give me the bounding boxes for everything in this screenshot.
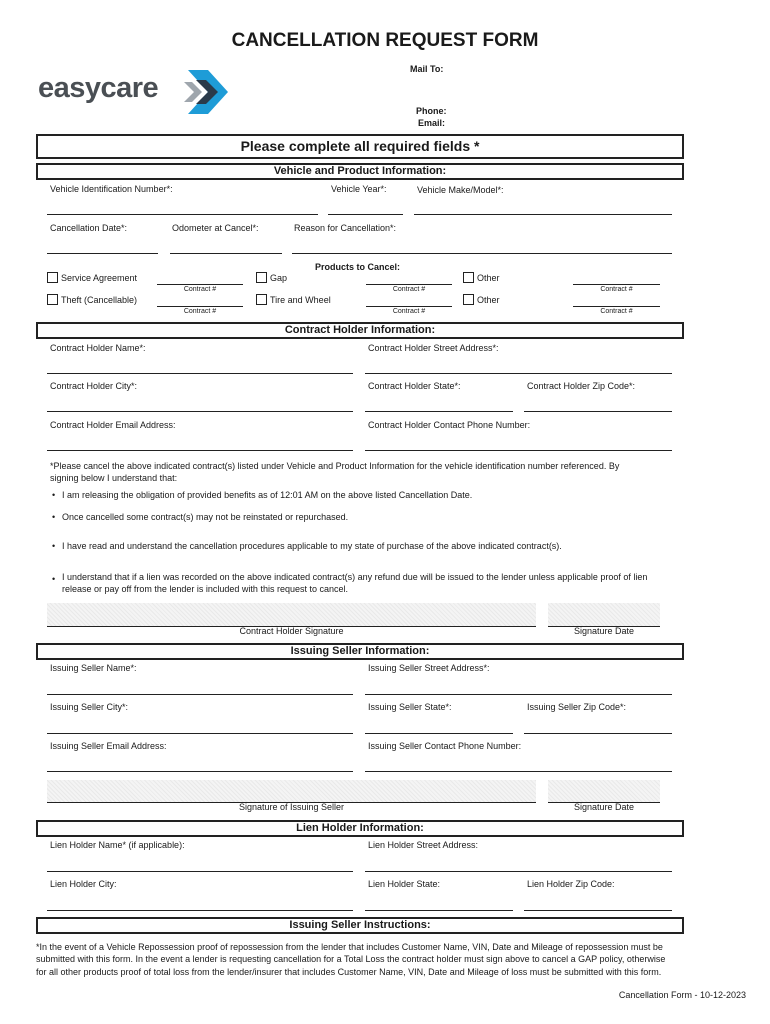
gap-label: Gap bbox=[270, 273, 288, 283]
odometer-field[interactable] bbox=[170, 253, 282, 254]
phone-label: Phone: bbox=[416, 106, 447, 116]
holder-phone-field[interactable] bbox=[365, 450, 672, 451]
holder-city-label: Contract Holder City*: bbox=[50, 381, 138, 391]
required-fields-banner bbox=[36, 134, 684, 159]
vehicle-year-label: Vehicle Year*: bbox=[331, 184, 387, 194]
mail-to-label: Mail To: bbox=[410, 64, 444, 74]
instructions-section-title: Issuing Seller Instructions: bbox=[289, 919, 431, 931]
bullet-icon: • bbox=[52, 574, 56, 584]
seller-state-field[interactable] bbox=[365, 733, 513, 734]
seller-signature-field[interactable] bbox=[47, 780, 536, 802]
lien-street-field[interactable] bbox=[365, 871, 672, 872]
easycare-logo bbox=[38, 68, 233, 118]
lien-state-label: Lien Holder State: bbox=[368, 879, 441, 889]
vin-label: Vehicle Identification Number*: bbox=[50, 184, 173, 194]
vehicle-year-field[interactable] bbox=[328, 214, 403, 215]
holder-signature-date-label: Signature Date bbox=[573, 626, 635, 636]
other-contract-field[interactable] bbox=[573, 284, 660, 285]
issuing-seller-section-title: Issuing Seller Information: bbox=[290, 645, 430, 657]
terms-bullet: Once cancelled some contract(s) may not be reinstated or repurchased. bbox=[62, 512, 349, 522]
seller-signature-date-field[interactable] bbox=[548, 780, 660, 802]
seller-street-label: Issuing Seller Street Address*: bbox=[368, 663, 490, 673]
seller-email-field[interactable] bbox=[47, 771, 353, 772]
other-label: Other bbox=[477, 273, 500, 283]
lien-holder-section-title: Lien Holder Information: bbox=[296, 822, 424, 834]
other-contract-field-2[interactable] bbox=[573, 306, 660, 307]
terms-bullet: I am releasing the obligation of provided benefits as of 12:01 AM on the above listed Cancellation Date. bbox=[62, 490, 473, 500]
seller-phone-field[interactable] bbox=[365, 771, 672, 772]
other-checkbox[interactable] bbox=[463, 272, 474, 283]
lien-name-field[interactable] bbox=[47, 871, 353, 872]
seller-signature-date-label: Signature Date bbox=[573, 802, 635, 812]
lien-city-field[interactable] bbox=[47, 910, 353, 911]
contract-number-label: Contract # bbox=[392, 308, 426, 315]
holder-street-label: Contract Holder Street Address*: bbox=[368, 343, 499, 353]
seller-phone-label: Issuing Seller Contact Phone Number: bbox=[368, 741, 522, 751]
instructions-section-header bbox=[36, 917, 684, 934]
terms-bullet: I have read and understand the cancellation procedures applicable to my state of purchase of the above indicated contract(s). bbox=[62, 541, 562, 551]
lien-state-field[interactable] bbox=[365, 910, 513, 911]
seller-name-field[interactable] bbox=[47, 694, 353, 695]
contract-number-label: Contract # bbox=[392, 286, 426, 293]
holder-state-label: Contract Holder State*: bbox=[368, 381, 461, 391]
lien-holder-section-header bbox=[36, 820, 684, 837]
holder-name-field[interactable] bbox=[47, 373, 353, 374]
holder-signature-date-field[interactable] bbox=[548, 603, 660, 626]
seller-city-field[interactable] bbox=[47, 733, 353, 734]
other-checkbox-2[interactable] bbox=[463, 294, 474, 305]
holder-state-field[interactable] bbox=[365, 411, 513, 412]
gap-checkbox[interactable] bbox=[256, 272, 267, 283]
footer-form-version: Cancellation Form - 10-12-2023 bbox=[618, 990, 746, 1000]
seller-zip-label: Issuing Seller Zip Code*: bbox=[527, 702, 627, 712]
make-model-field[interactable] bbox=[414, 214, 672, 215]
theft-label: Theft (Cancellable) bbox=[61, 295, 138, 305]
bullet-icon: • bbox=[52, 490, 56, 500]
gap-contract-field[interactable] bbox=[366, 284, 452, 285]
required-fields-text: Please complete all required fields * bbox=[240, 138, 480, 154]
terms-bullet: I understand that if a lien was recorded on the above indicated contract(s) any refund due will be issued to the lender unless applicable proof of lien release or pay off from the lender is included with this request to cancel. bbox=[62, 572, 648, 594]
seller-city-label: Issuing Seller City*: bbox=[50, 702, 129, 712]
seller-street-field[interactable] bbox=[365, 694, 672, 695]
contract-number-label: Contract # bbox=[183, 308, 217, 315]
form-title: CANCELLATION REQUEST FORM bbox=[231, 30, 539, 51]
seller-zip-field[interactable] bbox=[524, 733, 672, 734]
holder-email-label: Contract Holder Email Address: bbox=[50, 420, 176, 430]
service-agreement-label: Service Agreement bbox=[61, 273, 138, 283]
lien-name-label: Lien Holder Name* (if applicable): bbox=[50, 840, 185, 850]
instructions-text: *In the event of a Vehicle Repossession proof of repossession from the lender that includes Customer Name, VIN, Date and Mileage of repossession must be submitted with this form. In the event a lender is requesting cancellation for a Total Loss the contract holder must sign above to cancel a GAP policy, otherwise for all other products proof of total loss from the lender/insurer that includes Customer Name, VIN, Date and Mileage of loss must be submitted with this form. bbox=[36, 942, 666, 977]
bullet-icon: • bbox=[52, 512, 56, 522]
seller-email-label: Issuing Seller Email Address: bbox=[50, 741, 167, 751]
reason-field[interactable] bbox=[292, 253, 672, 254]
contract-number-label: Contract # bbox=[600, 308, 633, 315]
tire-wheel-contract-field[interactable] bbox=[366, 306, 452, 307]
tire-wheel-label: Tire and Wheel bbox=[270, 295, 331, 305]
holder-city-field[interactable] bbox=[47, 411, 353, 412]
contract-holder-section-header bbox=[36, 322, 684, 339]
logo-wordmark: easycare bbox=[38, 72, 159, 104]
vin-field[interactable] bbox=[47, 214, 318, 215]
holder-signature-label: Contract Holder Signature bbox=[239, 626, 344, 636]
odometer-label: Odometer at Cancel*: bbox=[172, 223, 259, 233]
vehicle-section-title: Vehicle and Product Information: bbox=[273, 165, 447, 177]
seller-signature-label: Signature of Issuing Seller bbox=[238, 802, 345, 812]
holder-phone-label: Contract Holder Contact Phone Number: bbox=[368, 420, 531, 430]
tire-wheel-checkbox[interactable] bbox=[256, 294, 267, 305]
lien-zip-field[interactable] bbox=[524, 910, 672, 911]
lien-zip-label: Lien Holder Zip Code: bbox=[527, 879, 615, 889]
theft-checkbox[interactable] bbox=[47, 294, 58, 305]
contract-holder-section-title: Contract Holder Information: bbox=[284, 324, 436, 336]
terms-intro: *Please cancel the above indicated contract(s) listed under Vehicle and Product Information for the vehicle identification number referenced. By signing below I understand that: bbox=[50, 461, 620, 483]
contract-number-label: Contract # bbox=[600, 286, 633, 293]
theft-contract-field[interactable] bbox=[157, 306, 243, 307]
service-agreement-checkbox[interactable] bbox=[47, 272, 58, 283]
seller-state-label: Issuing Seller State*: bbox=[368, 702, 452, 712]
vehicle-section-header bbox=[36, 163, 684, 180]
holder-zip-field[interactable] bbox=[524, 411, 672, 412]
lien-street-label: Lien Holder Street Address: bbox=[368, 840, 479, 850]
lien-city-label: Lien Holder City: bbox=[50, 879, 117, 889]
chevron-logo-icon bbox=[178, 64, 234, 120]
contract-number-label: Contract # bbox=[183, 286, 217, 293]
issuing-seller-section-header bbox=[36, 643, 684, 660]
products-title: Products to Cancel: bbox=[315, 262, 401, 272]
holder-signature-field[interactable] bbox=[47, 603, 536, 626]
bullet-icon: • bbox=[52, 541, 56, 551]
holder-street-field[interactable] bbox=[365, 373, 672, 374]
cancellation-date-label: Cancellation Date*: bbox=[50, 223, 128, 233]
other-label-2: Other bbox=[477, 295, 500, 305]
holder-name-label: Contract Holder Name*: bbox=[50, 343, 146, 353]
reason-label: Reason for Cancellation*: bbox=[294, 223, 397, 233]
service-agreement-contract-field[interactable] bbox=[157, 284, 243, 285]
email-label: Email: bbox=[418, 118, 446, 128]
cancellation-date-field[interactable] bbox=[47, 253, 158, 254]
seller-name-label: Issuing Seller Name*: bbox=[50, 663, 137, 673]
holder-email-field[interactable] bbox=[47, 450, 353, 451]
holder-zip-label: Contract Holder Zip Code*: bbox=[527, 381, 636, 391]
make-model-label: Vehicle Make/Model*: bbox=[417, 185, 504, 195]
